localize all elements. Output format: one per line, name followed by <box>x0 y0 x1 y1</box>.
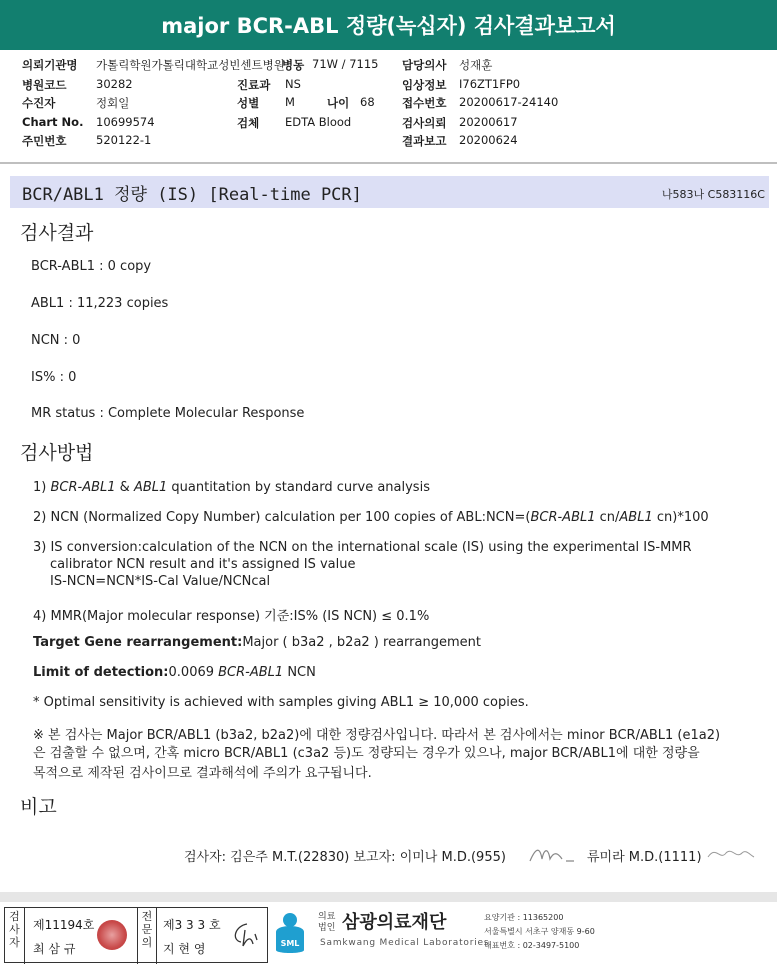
method-item-1 <box>33 480 430 495</box>
limit-detection-gene: BCR-ABL1 <box>218 665 284 680</box>
test-code: 나583나 C583116C <box>661 188 765 201</box>
doctor-label: 담당의사 <box>402 58 447 72</box>
method-1-prefix: 1) <box>33 480 51 495</box>
inspector-name: 최 삼 규 <box>33 942 76 956</box>
director-vertical-label: 전 문 의 <box>137 908 157 964</box>
code-value: 30282 <box>96 77 133 91</box>
ward-value: 71W / 7115 <box>312 57 379 71</box>
header-divider <box>0 162 777 164</box>
org-address: 서울특별시 서초구 양재동 9-60 <box>484 927 595 936</box>
report-date-label: 결과보고 <box>402 134 447 148</box>
specimen-label: 검체 <box>237 116 260 130</box>
report-title: major BCR-ABL 정량(녹십자) 검사결과보고서 <box>161 14 616 38</box>
info-row-5 <box>22 133 762 151</box>
method-2-mid: cn/ <box>595 510 620 525</box>
signature-line-1: 검사자: 김은주 M.T.(22830) 보고자: 이미나 M.D.(955) <box>184 850 506 865</box>
info-row-2 <box>22 77 762 95</box>
method-2-gene-bcr-abl1: BCR-ABL1 <box>530 510 596 525</box>
ward-label: 병동 <box>282 58 305 72</box>
info-row-1 <box>22 57 762 75</box>
age-label: 나이 <box>327 96 350 110</box>
result-bcr-abl1: BCR-ABL1 : 0 copy <box>31 259 152 274</box>
target-gene-line <box>33 635 481 650</box>
chart-value: 10699574 <box>96 115 155 129</box>
limit-detection-line <box>33 665 316 680</box>
report-title-bar <box>0 0 777 50</box>
hospital-value: 가톨릭학원가톨릭대학교성빈센트병원 <box>96 58 285 72</box>
director-name: 지 현 영 <box>163 942 206 956</box>
method-2-prefix: 2) NCN (Normalized Copy Number) calculation per 100 copies of ABL:NCN=( <box>33 510 531 525</box>
footer-separator <box>0 892 777 902</box>
org-code: 요양기관 : 11365200 <box>484 913 564 922</box>
limit-detection-value: 0.0069 <box>168 665 219 680</box>
limit-detection-label: Limit of detection: <box>33 665 169 680</box>
org-phone: 대표번호 : 02-3497-5100 <box>484 941 580 950</box>
result-mr-status: MR status : Complete Molecular Response <box>31 406 305 421</box>
signature-scribble-1 <box>528 843 578 865</box>
id-label: 주민번호 <box>22 134 67 148</box>
clinical-label: 임상정보 <box>402 78 447 92</box>
remarks-heading: 비고 <box>20 796 57 818</box>
org-type: 의료 법인 <box>318 912 336 933</box>
patient-value: 정회일 <box>96 96 130 110</box>
chart-label: Chart No. <box>22 115 84 129</box>
sex-value: M <box>285 95 295 109</box>
result-ncn: NCN : 0 <box>31 333 81 348</box>
inspector-seal <box>97 920 127 950</box>
sex-label: 성별 <box>237 96 260 110</box>
method-heading: 검사방법 <box>20 442 94 464</box>
info-row-3 <box>22 95 762 113</box>
method-item-3-line3: IS-NCN=NCN*IS-Cal Value/NCNcal <box>50 574 271 589</box>
patient-label: 수진자 <box>22 96 56 110</box>
caution-note-line3: 목적으로 제작된 검사이므로 결과해석에 주의가 요구됩니다. <box>33 766 372 781</box>
method-1-amp: & <box>115 480 134 495</box>
sensitivity-note: * Optimal sensitivity is achieved with samples giving ABL1 ≥ 10,000 copies. <box>33 695 529 710</box>
report-date-value: 20200624 <box>459 133 518 147</box>
director-signature <box>227 920 261 950</box>
signature-line-2: 류미라 M.D.(1111) <box>587 850 702 865</box>
age-value: 68 <box>360 95 375 109</box>
info-row-4 <box>22 115 762 133</box>
test-section-bar <box>10 176 769 208</box>
method-item-3-line1: 3) IS conversion:calculation of the NCN on the international scale (IS) using the experimental IS-MMR <box>33 540 692 555</box>
request-value: 20200617 <box>459 115 518 129</box>
results-heading: 검사결과 <box>20 222 94 244</box>
method-1-rest: quantitation by standard curve analysis <box>167 480 430 495</box>
inspector-vertical-label: 검 사 자 <box>5 908 25 964</box>
test-name: BCR/ABL1 정량 (IS) [Real-time PCR] <box>22 185 362 205</box>
target-gene-label: Target Gene rearrangement: <box>33 635 243 650</box>
target-gene-value: Major ( b3a2 , b2a2 ) rearrangement <box>242 635 481 650</box>
caution-note-line2: 은 검출할 수 없으며, 간혹 micro BCR/ABL1 (c3a2 등)도 정량되는 경우가 있으나, major BCR/ABL1에 대한 정량을 <box>33 746 700 761</box>
dept-value: NS <box>285 77 301 91</box>
signature-scribble-2 <box>706 843 756 865</box>
certification-box <box>4 907 268 963</box>
doctor-value: 성재훈 <box>459 58 493 72</box>
method-2-gene-abl1: ABL1 <box>619 510 653 525</box>
director-license: 제3 3 3 호 <box>163 918 221 932</box>
receipt-label: 접수번호 <box>402 96 447 110</box>
caution-note-line1: ※ 본 검사는 Major BCR/ABL1 (b3a2, b2a2)에 대한 정량검사입니다. 따라서 본 검사에서는 minor BCR/ABL1 (e1a2) <box>33 728 721 743</box>
hospital-label: 의뢰기관명 <box>22 58 78 72</box>
sml-logo-text: SML <box>280 939 300 948</box>
limit-detection-unit: NCN <box>283 665 316 680</box>
method-item-2 <box>33 510 709 525</box>
method-1-gene-bcr-abl1: BCR-ABL1 <box>50 480 116 495</box>
method-item-4: 4) MMR(Major molecular response) 기준:IS% (IS NCN) ≤ 0.1% <box>33 609 430 624</box>
method-1-gene-abl1: ABL1 <box>133 480 168 495</box>
dept-label: 진료과 <box>237 78 271 92</box>
method-item-3-line2: calibrator NCN result and it's assigned IS value <box>50 557 356 572</box>
method-2-end: cn)*100 <box>652 510 709 525</box>
request-label: 검사의뢰 <box>402 116 447 130</box>
result-is-percent: IS% : 0 <box>31 370 77 385</box>
inspector-license: 제11194호 <box>33 918 95 932</box>
sml-logo-icon <box>272 910 308 956</box>
specimen-value: EDTA Blood <box>285 115 352 129</box>
code-label: 병원코드 <box>22 78 67 92</box>
receipt-value: 20200617-24140 <box>459 95 559 109</box>
id-value: 520122-1 <box>96 133 152 147</box>
org-name: 삼광의료재단 <box>342 912 447 933</box>
clinical-value: I76ZT1FP0 <box>459 77 521 91</box>
result-abl1: ABL1 : 11,223 copies <box>31 296 169 311</box>
org-name-en: Samkwang Medical Laboratories <box>320 938 490 948</box>
